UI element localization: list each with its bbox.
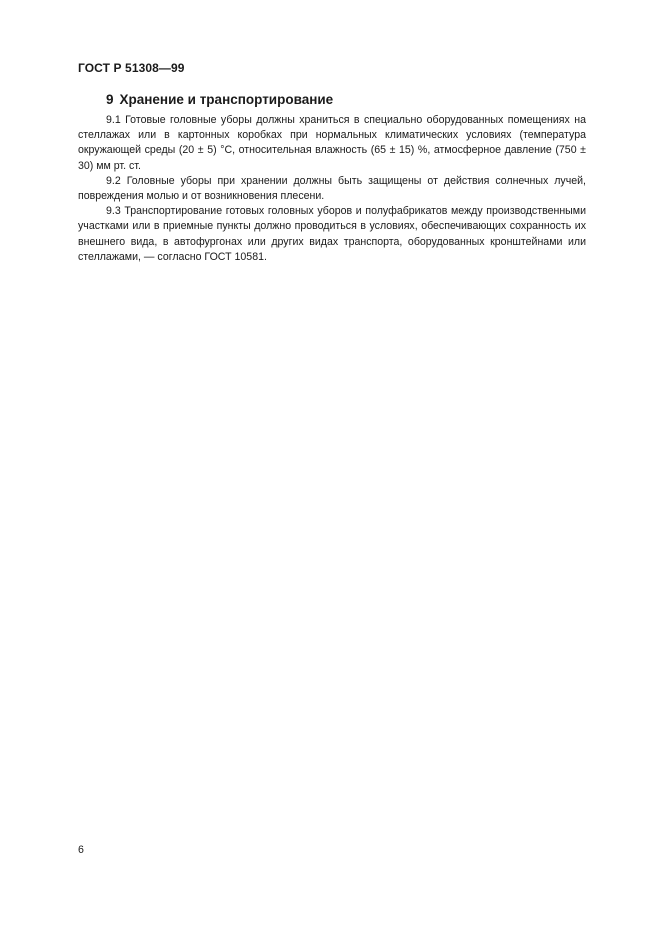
section-number: 9 bbox=[106, 92, 114, 107]
paragraph-9-2: 9.2 Головные уборы при хранении должны быть защищены от действия солнечных лучей, повреждения молью и от возникновения плесени. bbox=[78, 174, 586, 203]
section-heading bbox=[106, 92, 333, 107]
page-number: 6 bbox=[78, 844, 84, 856]
paragraph-9-1: 9.1 Готовые головные уборы должны храниться в специально оборудованных помещениях на стеллажах или в картонных коробках при нормальных климатических условиях (температура окружающей среды (20 ± 5) °С, относительная влажность (65 ± 15) %, атмосферное давление (750 ± 30) мм рт. ст. bbox=[78, 114, 586, 172]
section-title-text: Хранение и транспортирование bbox=[119, 92, 334, 107]
section-body bbox=[78, 113, 586, 265]
document-code-header: ГОСТ Р 51308—99 bbox=[78, 61, 185, 75]
paragraph-9-3: 9.3 Транспортирование готовых головных уборов и полуфабрикатов между производственными участками или в приемные пункты должно проводиться в условиях, обеспечивающих сохранность их внешнего вида, в автофургонах или других видах транспорта, оборудованных кронштейнами или стеллажами, — согласно ГОСТ 10581. bbox=[78, 205, 586, 263]
